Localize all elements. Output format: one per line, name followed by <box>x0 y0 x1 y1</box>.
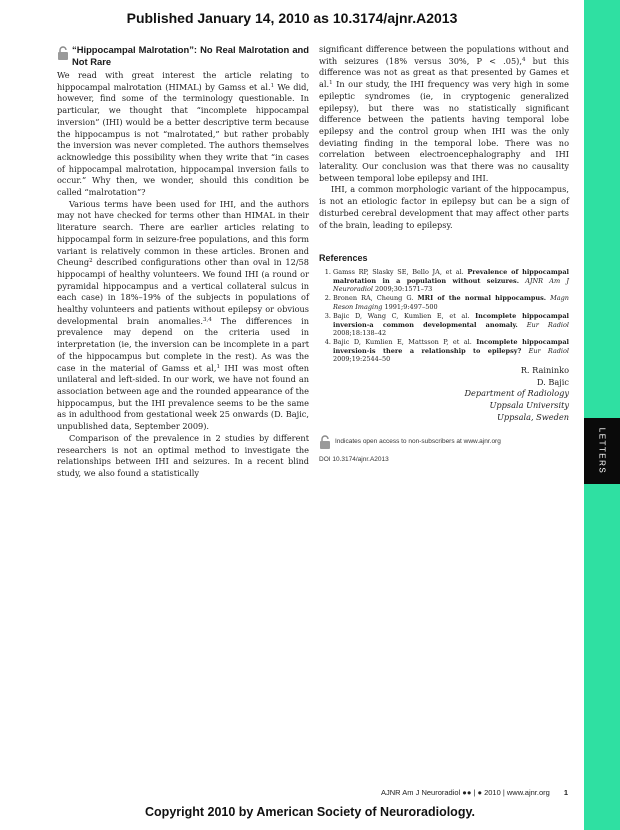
ref-title: Incomplete hippocampal inversion-is there a relationship to epilepsy? <box>333 338 569 355</box>
references-heading: References <box>319 253 368 264</box>
right-column <box>319 44 569 465</box>
text-run: but this difference was not as great as that presented by Games et al. <box>319 55 569 90</box>
side-color-strip <box>584 0 620 830</box>
text-run: described configurations other than oval in 12/58 hippocampi of healthy volunteers. We found IHI (a round or pyramidal hippocampus and a vertical collateral sulcus in each case) in 18%–19% of the subjects in populations of healthy volunteers and patients without epilepsy or obvious developmental brain anomalies. <box>57 257 309 326</box>
reference-item <box>333 268 569 294</box>
section-tab <box>584 418 620 484</box>
text-run: We did, however, find some of the terminology questionable. In particular, we thought that “incomplete hippocampal inversion” (IHI) would be a better descriptive term because the hippocampus is not “malrotated,” but rather probably the inversion was never completed. The authors themselves acknowledge this possibility when they write that “in cases of hippocampal malrotation, hippocampal inversion fails to occur.” Why then, we wonder, should this condition be called “malrotation”? <box>57 81 309 198</box>
footer-journal: AJNR Am J Neuroradiol ●● | ● 2010 | www.ajnr.org <box>381 788 550 797</box>
left-column <box>57 44 309 480</box>
publication-banner: Published January 14, 2010 as 10.3174/ajnr.A2013 <box>126 10 458 26</box>
ref-journal: Eur Radiol <box>517 320 569 329</box>
affiliation-place: Uppsala, Sweden <box>497 411 569 422</box>
ref-journal: AJNR Am J Neuroradiol <box>333 276 569 294</box>
affiliation-university: Uppsala University <box>489 400 569 411</box>
ref-authors: Bajic D, Wang C, Kumlien E, et al. <box>333 311 476 320</box>
letter-title: “Hippocampal Malrotation”: No Real Malrotation and Not Rare <box>72 44 309 67</box>
ref-title: Prevalence of hippocampal malrotation in a population without seizures. <box>333 267 569 285</box>
author-name: D. Bajic <box>536 376 569 387</box>
copyright-line: Copyright 2010 by American Society of Neuroradiology. <box>145 805 475 819</box>
ref-citation: 2009;30:1571–73 <box>372 285 433 294</box>
reference-item <box>333 338 569 364</box>
ref-title: MRI of the normal hippocampus. <box>417 294 547 303</box>
ref-citation: 2008;18:138–42 <box>333 329 387 338</box>
citation-sup: 1 <box>216 363 220 370</box>
doi-line: DOI 10.3174/ajnr.A2013 <box>319 455 389 463</box>
open-access-lock-icon <box>57 46 69 60</box>
ref-citation: 1991;9:497–500 <box>382 302 438 311</box>
text-run: IHI was most often unilateral and left-sided. In our work, we have not found an association between age and the rounded appearance of the hippocampus, but the IHI prevalence seems to be the same as in adulthood from gestational week 25 onwards (D. Bajic, unpublished data, September 2009). <box>57 362 309 432</box>
reference-item <box>333 294 569 311</box>
ref-authors: Bronen RA, Cheung G. <box>333 294 418 303</box>
citation-sup: 3,4 <box>202 316 212 323</box>
text-run: Various terms have been used for IHI, and the authors may not have checked for terms other than HIMAL in their literature search. There are earlier articles relating to hippocampal form in seizure-free populations, and this form variant is relatively common in these articles. Bronen and Cheung <box>57 198 309 268</box>
citation-sup: 1 <box>329 80 333 87</box>
text-run: We read with great interest the article relating to hippocampal malrotation (HIMAL) by Gamss et al. <box>57 70 309 92</box>
paragraph-4 <box>319 44 569 184</box>
open-access-text: Indicates open access to non-subscribers at www.ajnr.org <box>335 437 501 445</box>
ref-authors: Gamss RP, Slasky SE, Bello JA, et al. <box>333 267 468 276</box>
paragraph-2 <box>57 199 309 433</box>
signature-block <box>319 365 569 424</box>
citation-sup: 2 <box>89 258 93 265</box>
open-access-lock-icon <box>319 435 331 449</box>
affiliation-department: Department of Radiology <box>464 388 569 399</box>
paragraph-5: IHI, a common morphologic variant of the hippocampus, is not an etiologic factor in epilepsy but can be a sign of disturbed cerebral development that may affect other parts of the brain, leading to epilepsy. <box>319 184 569 230</box>
reference-item <box>333 312 569 338</box>
text-run: In our study, the IHI frequency was very high in some epileptic syndromes (ie, in cryptogenic generalized epilepsy), but there was no statistically significant difference between the patients having temporal lobe epilepsy and the control group when IHI was the only deviating finding in the temporal lobe. There was no correlation between electroencephalography and IHI laterality. Our conclusion was that there was no causality between temporal lobe epilepsy and IHI. <box>319 79 569 183</box>
citation-sup: 1 <box>270 82 275 89</box>
ref-title: Incomplete hippocampal inversion-a common developmental anomaly. <box>333 311 569 329</box>
ref-authors: Bajic D, Kumlien E, Mattsson P, et al. <box>333 338 477 347</box>
ref-citation: 2009;19:2544–50 <box>333 355 391 364</box>
page-number: 1 <box>563 788 568 797</box>
citation-sup: 4 <box>521 56 526 63</box>
open-access-note <box>319 436 569 448</box>
page-footer <box>381 788 568 797</box>
references-list <box>319 268 569 364</box>
paragraph-3: Comparison of the prevalence in 2 studies by different researchers is not an optimal method to investigate the relationships between IHI and seizures. In a recent blind study, we also found a statistically <box>57 432 309 478</box>
author-name: R. Raininko <box>520 364 569 375</box>
text-run: significant difference between the populations without and with seizures (18% versus 30%, P < .05), <box>319 44 569 66</box>
text-run: The differences in prevalence may depend on the criteria used in interpretation (ie, the inversion can be incomplete in a part of the hippocampus but complete in the rest). As was the case in the material of Gamss et al, <box>57 315 309 373</box>
ref-journal: Eur Radiol <box>521 346 569 355</box>
paragraph-1 <box>57 70 309 199</box>
section-tab-label: LETTERS <box>597 427 607 475</box>
ref-journal: Magn Reson Imaging <box>333 294 569 311</box>
letter-title-row <box>57 44 309 68</box>
